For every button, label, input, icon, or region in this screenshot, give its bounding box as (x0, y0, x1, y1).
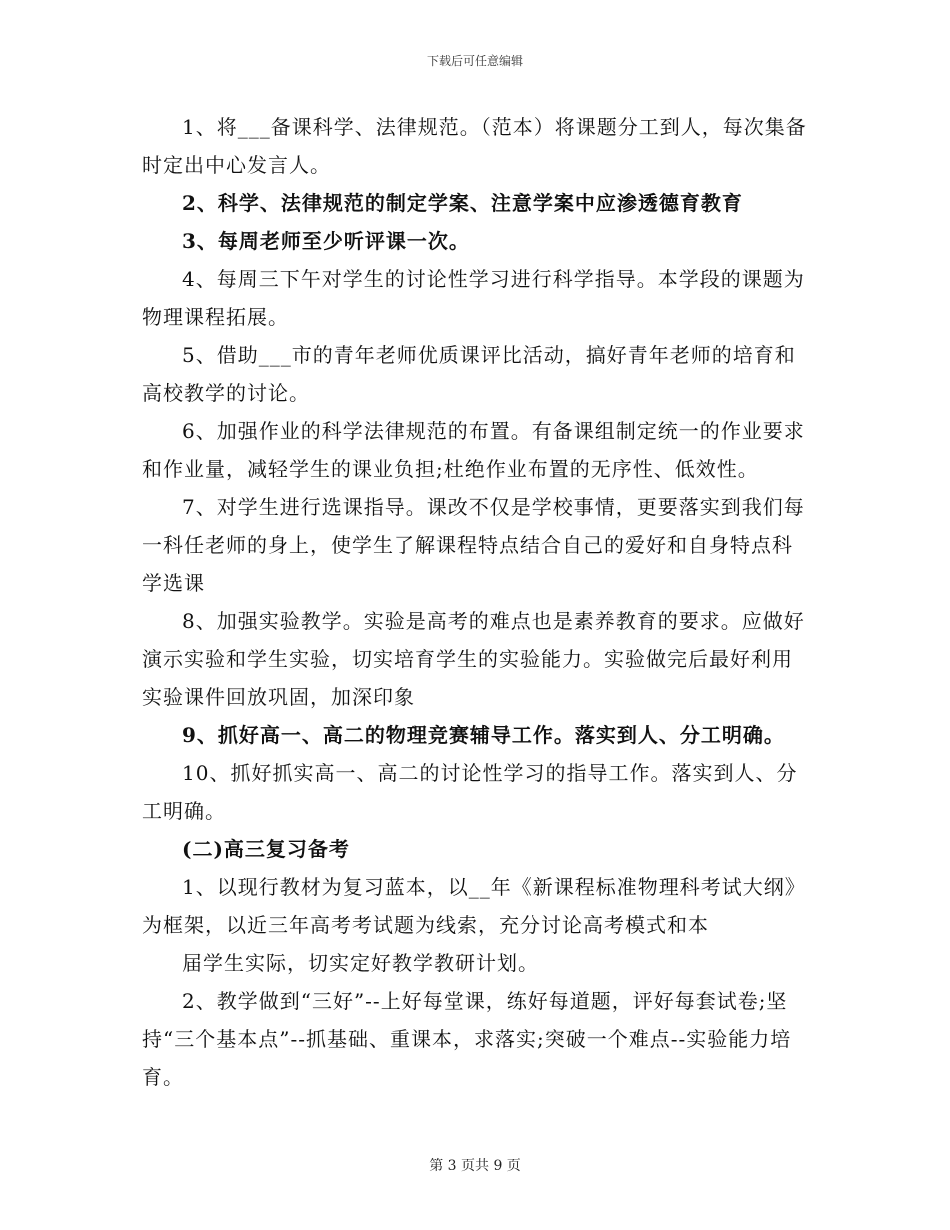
paragraph-6: 6、加强作业的科学法律规范的布置。有备课组制定统一的作业要求和作业量，减轻学生的课业负担;杜绝作业布置的无序性、低效性。 (142, 419, 805, 481)
section-heading: (二)高三复习备考 (182, 837, 350, 861)
page-header: 下载后可任意编辑 (426, 54, 523, 68)
paragraph-10: 10、抓好抓实高一、高二的讨论性学习的指导工作。落实到人、分工明确。 (142, 761, 798, 823)
paragraph-4: 4、每周三下午对学生的讨论性学习进行科学指导。本学段的课题为物理课程拓展。 (142, 267, 805, 329)
paragraph-1: 1、将___备课科学、法律规范。（范本）将课题分工到人，每次集备时定出中心发言人。 (142, 115, 807, 177)
paragraph-7: 7、对学生进行选课指导。课改不仅是学校事情，更要落实到我们每一科任老师的身上，使学生了解课程特点结合自己的爱好和自身特点科学选课 (142, 495, 805, 595)
paragraph-3: 3、每周老师至少听评课一次。 (182, 229, 470, 253)
paragraph-12: 届学生实际，切实定好教学教研计划。 (182, 951, 539, 975)
paragraph-9: 9、抓好高一、高二的物理竞赛辅导工作。落实到人、分工明确。 (182, 723, 785, 747)
document-body (142, 108, 812, 1096)
paragraph-13: 2、教学做到“三好”--上好每堂课，练好每道题，评好每套试卷;坚持“三个基本点”--抓基础、重课本，求落实;突破一个难点--实验能力培育。 (142, 989, 792, 1089)
paragraph-2: 2、科学、法律规范的制定学案、注意学案中应渗透德育教育 (182, 191, 743, 215)
page-footer: 第 3 页共 9 页 (429, 1158, 521, 1174)
paragraph-11: 1、以现行教材为复习蓝本，以__年《新课程标准物理科考试大纲》为框架，以近三年高考考试题为线索，充分讨论高考模式和本 (142, 875, 806, 937)
paragraph-8: 8、加强实验教学。实验是高考的难点也是素养教育的要求。应做好演示实验和学生实验，切实培育学生的实验能力。实验做完后最好利用实验课件回放巩固，加深印象 (142, 609, 805, 709)
paragraph-5: 5、借助___市的青年老师优质课评比活动，搞好青年老师的培育和高校教学的讨论。 (142, 343, 796, 405)
